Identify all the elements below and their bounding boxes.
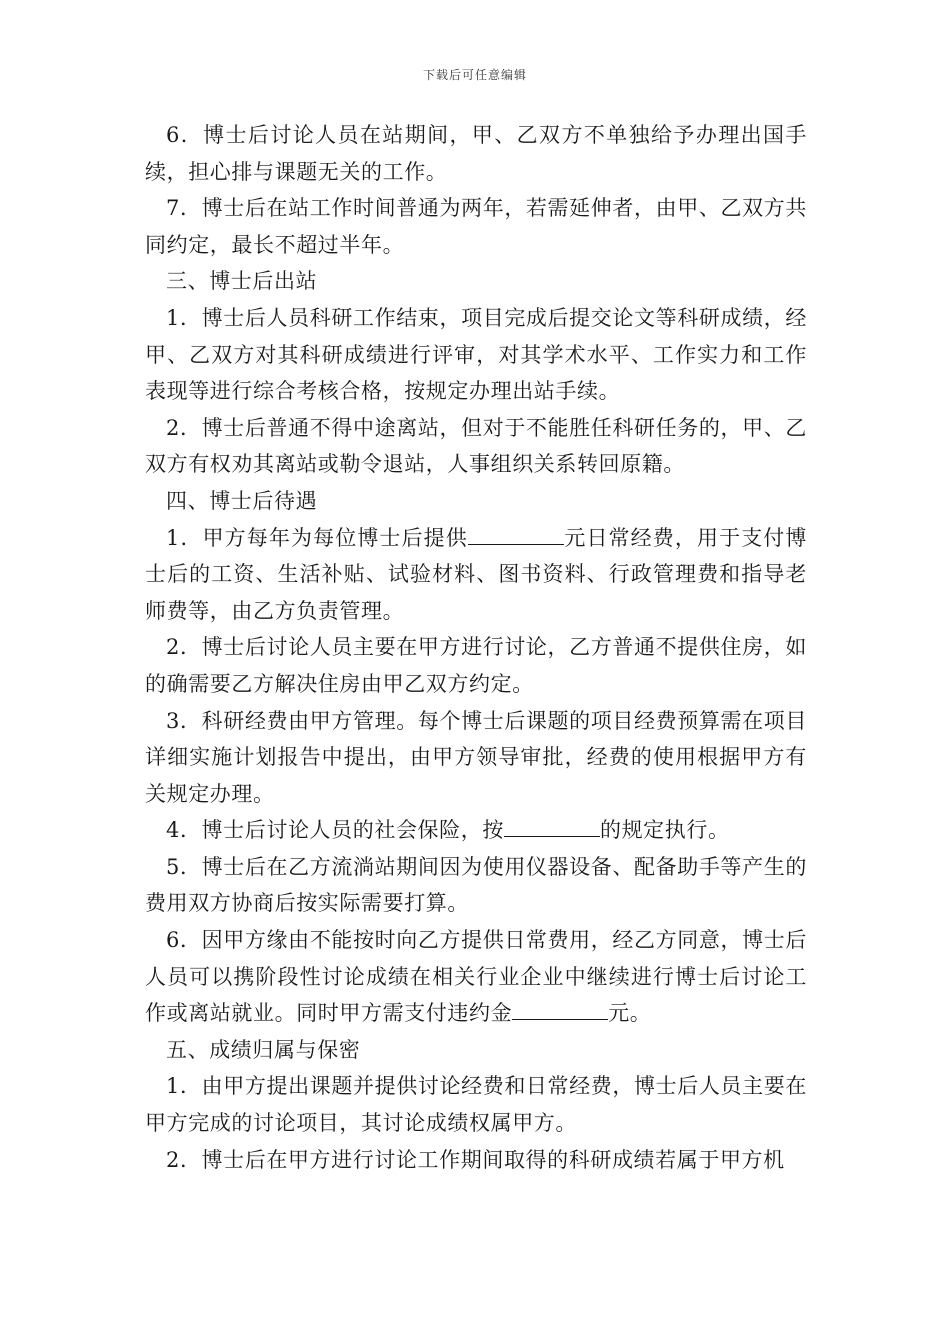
clause-treatment-6-after: 元。 <box>608 1001 652 1026</box>
fill-blank-insurance[interactable] <box>504 816 600 837</box>
section-heading-treatment: 四、博士后待遇 <box>166 488 318 513</box>
clause-6-abroad: 6．博士后讨论人员在站期间，甲、乙双方不单独给予办理出国手续，担心排与课题无关的工作。 <box>145 123 807 184</box>
clause-treatment-6-before: 6．因甲方缘由不能按时向乙方提供日常费用，经乙方同意，博士后人员可以携阶段性讨论成绩在相关行业企业中继续进行博士后讨论工作或离站就业。同时甲方需支付违约金 <box>145 928 807 1026</box>
clause-treatment-3: 3．科研经费由甲方管理。每个博士后课题的项目经费预算需在项目详细实施计划报告中提出，由甲方领导审批，经费的使用根据甲方有关规定办理。 <box>145 708 807 806</box>
clause-7-duration: 7．博士后在站工作时间普通为两年，若需延伸者，由甲、乙双方共同约定，最长不超过半年。 <box>145 196 807 257</box>
fill-blank-penalty[interactable] <box>512 999 608 1020</box>
clause-treatment-6 <box>145 922 807 1032</box>
page-header: 下载后可任意编辑 <box>422 68 527 82</box>
clause-exit-2: 2．博士后普通不得中途离站，但对于不能胜任科研任务的，甲、乙双方有权劝其离站或勒令退站，人事组织关系转回原籍。 <box>145 415 807 477</box>
section-heading-exit: 三、博士后出站 <box>166 269 318 294</box>
clause-ownership-1: 1．由甲方提出课题并提供讨论经费和日常经费，博士后人员主要在甲方完成的讨论项目，其讨论成绩权属甲方。 <box>145 1074 807 1136</box>
clause-treatment-4 <box>145 812 807 849</box>
clause-treatment-5: 5．博士后在乙方流淌站期间因为使用仪器设备、配备助手等产生的费用双方协商后按实际需要打算。 <box>145 854 807 916</box>
clause-treatment-1-before: 1．甲方每年为每位博士后提供 <box>166 525 468 550</box>
fill-blank-funding[interactable] <box>468 524 564 545</box>
clause-treatment-4-before: 4．博士后讨论人员的社会保险，按 <box>166 818 504 843</box>
clause-treatment-4-after: 的规定执行。 <box>599 818 730 843</box>
document-body <box>145 117 807 1178</box>
clause-treatment-2: 2．博士后讨论人员主要在甲方进行讨论，乙方普通不提供住房，如的确需要乙方解决住房由甲乙双方约定。 <box>145 635 807 696</box>
section-heading-ownership: 五、成绩归属与保密 <box>166 1037 361 1062</box>
clause-treatment-1 <box>145 520 807 630</box>
clause-ownership-2: 2．博士后在甲方进行讨论工作期间取得的科研成绩若属于甲方机 <box>166 1147 785 1172</box>
clause-treatment-1-after: 元日常经费，用于支付博士后的工资、生活补贴、试验材料、图书资料、行政管理费和指导老师费等，由乙方负责管理。 <box>145 525 807 623</box>
clause-exit-1: 1．博士后人员科研工作结束，项目完成后提交论文等科研成绩，经甲、乙双方对其科研成绩进行评审，对其学术水平、工作实力和工作表现等进行综合考核合格，按规定办理出站手续。 <box>145 305 807 404</box>
